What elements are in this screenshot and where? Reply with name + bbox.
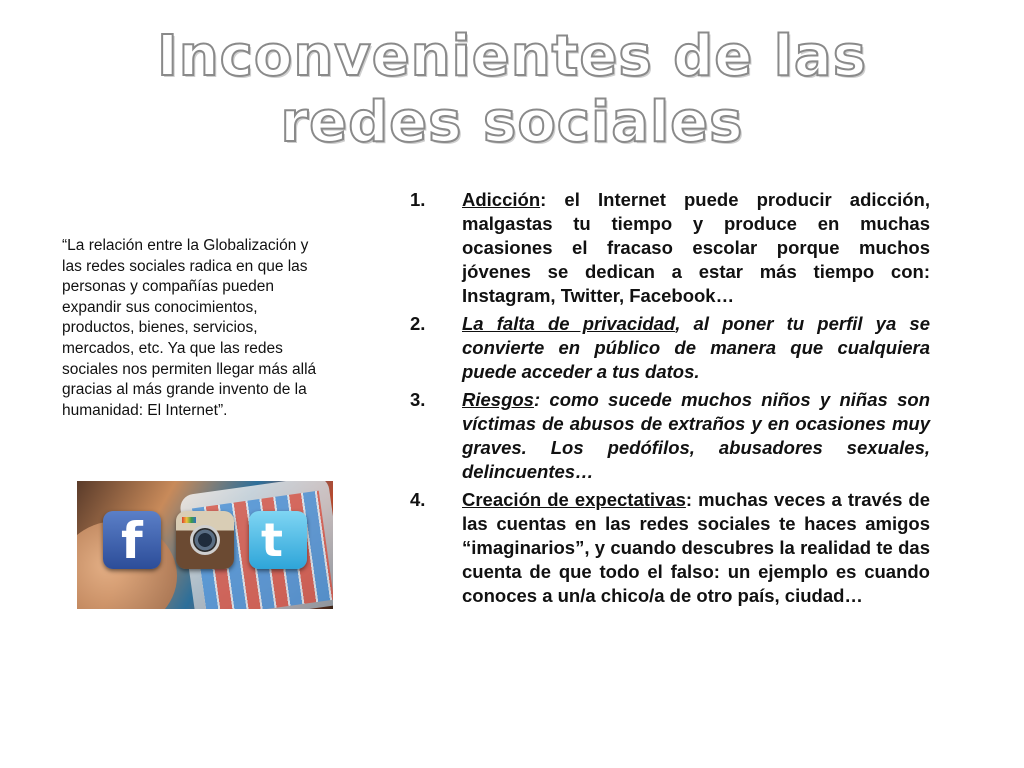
list-item-number: 1. xyxy=(410,189,426,210)
drawbacks-list xyxy=(410,188,930,612)
instagram-stripe xyxy=(182,517,196,523)
facebook-icon xyxy=(103,511,161,569)
twitter-icon xyxy=(249,511,307,569)
list-item-term: La falta de privacidad xyxy=(462,313,676,334)
instagram-lens xyxy=(190,525,220,555)
list-item xyxy=(410,188,930,308)
social-media-photo xyxy=(77,481,333,609)
list-item xyxy=(410,488,930,608)
list-item-text: , al poner tu perfil ya se convierte en público de manera que cualquiera puede acceder a tus datos. xyxy=(462,313,930,382)
list-item-number: 4. xyxy=(410,489,426,510)
facebook-glyph: f xyxy=(121,512,143,570)
list-item-text: : el Internet puede producir adicción, malgastas tu tiempo y produce en muchas ocasiones el fracaso escolar porque muchos jóvenes se dedican a estar más tiempo con: Instagram, Twitter, Facebook… xyxy=(462,189,930,306)
list-item-text: : como sucede muchos niños y niñas son víctimas de abusos de extraños y en ocasiones muy graves. Los pedófilos, abusadores sexuales, delincuentes… xyxy=(462,389,930,482)
list-item-term: Riesgos xyxy=(462,389,534,410)
list-item-term: Adicción xyxy=(462,189,541,210)
twitter-glyph: t xyxy=(261,513,283,567)
list-item-number: 3. xyxy=(410,389,426,410)
list-item xyxy=(410,312,930,384)
globalization-quote: “La relación entre la Globalización y las redes sociales radica en que las personas y compañías pueden expandir sus conocimientos, productos, bienes, servicios, mercados, etc. Ya que las redes sociales nos permiten llegar más allá gracias al más grande invento de la humanidad: El Internet”. xyxy=(62,237,317,419)
list-item xyxy=(410,388,930,484)
list-item-term: Creación de expectativas xyxy=(462,489,686,510)
list-item-number: 2. xyxy=(410,313,426,334)
slide-title: Inconvenientes de las redes sociales xyxy=(156,24,868,155)
list-item-text: : muchas veces a través de las cuentas en las redes sociales te haces amigos “imaginarios”, y cuando descubres la realidad te das cuenta de que todo el falso: un ejemplo es cuando conoces a un/a chico/a de otro país, ciudad… xyxy=(462,489,930,606)
instagram-icon xyxy=(176,511,234,569)
